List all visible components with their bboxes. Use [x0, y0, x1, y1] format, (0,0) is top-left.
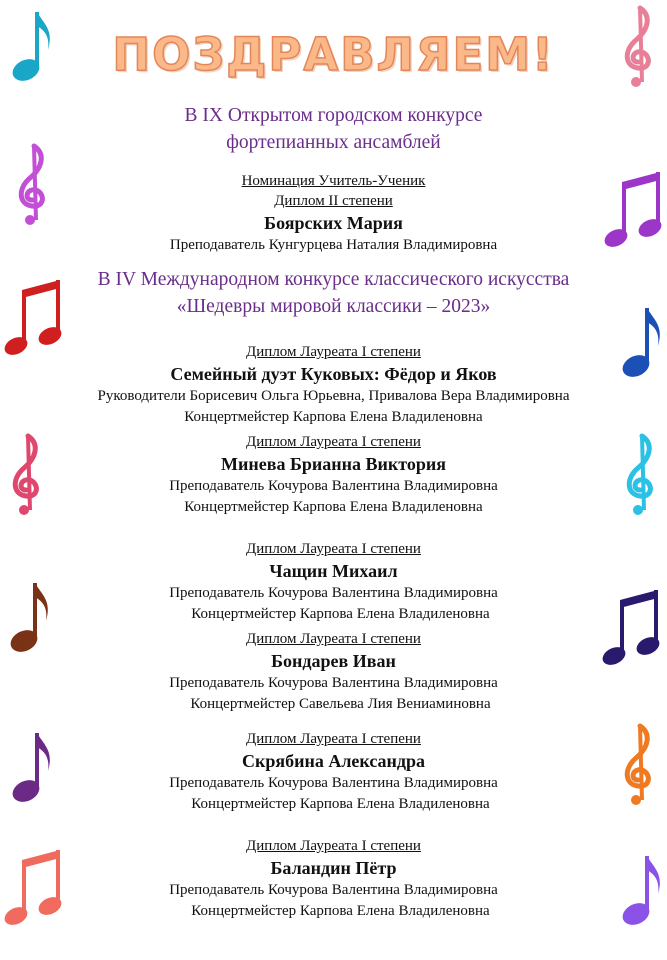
accompanist-line: Концертмейстер Карпова Елена Владиленовна — [191, 903, 490, 919]
teacher-line: Преподаватель Кочурова Валентина Владимировна — [169, 882, 498, 898]
winner-name: Чащин Михаил — [269, 561, 398, 581]
diploma-label: Диплом Лауреата I степени — [246, 731, 421, 747]
diploma-label: Диплом II степени — [274, 193, 393, 209]
winner-name: Скрябина Александра — [241, 751, 426, 771]
teacher-line: Преподаватель Кунгурцева Наталия Владимировна — [169, 237, 498, 253]
winner-name: Боярских Мария — [264, 213, 403, 233]
contest-heading-line: В IX Открытом городском конкурсе — [184, 105, 483, 126]
treble-clef-icon — [12, 142, 52, 228]
contest-heading-line: фортепианных ансамблей — [226, 132, 441, 153]
award-block — [60, 342, 607, 428]
teacher-line: Преподаватель Кочурова Валентина Владимировна — [169, 478, 498, 494]
teacher-line: Преподаватель Кочурова Валентина Владимировна — [169, 585, 498, 601]
treble-clef-icon — [620, 432, 660, 518]
page-title: ПОЗДРАВЛЯЕМ! — [112, 28, 555, 81]
teacher-line: Руководители Борисевич Ольга Юрьевна, Привалова Вера Владимировна — [97, 388, 570, 404]
beamed-notes-icon — [604, 168, 664, 250]
winner-name: Бондарев Иван — [271, 651, 396, 671]
treble-clef-icon — [618, 722, 658, 808]
eighth-note-icon — [620, 848, 664, 930]
diploma-label: Диплом Лауреата I степени — [246, 434, 421, 450]
accompanist-line: Концертмейстер Карпова Елена Владиленовна — [184, 409, 483, 425]
contest-1 — [60, 102, 607, 256]
diploma-label: Диплом Лауреата I степени — [246, 631, 421, 647]
accompanist-line: Концертмейстер Карпова Елена Владиленовна — [184, 499, 483, 515]
eighth-note-icon — [620, 300, 664, 382]
diploma-label: Диплом Лауреата I степени — [246, 838, 421, 854]
diploma-label: Диплом Лауреата I степени — [246, 541, 421, 557]
teacher-line: Преподаватель Кочурова Валентина Владимировна — [169, 675, 498, 691]
award-block — [60, 629, 607, 715]
teacher-line: Преподаватель Кочурова Валентина Владимировна — [169, 775, 498, 791]
contest-heading-line: В IV Международном конкурсе классического искусства — [97, 269, 570, 290]
accompanist-line: Концертмейстер Карпова Елена Владиленовна — [191, 606, 490, 622]
document-body — [60, 102, 607, 922]
beamed-notes-icon — [4, 276, 64, 358]
accompanist-line: Концертмейстер Савельева Лия Вениаминовна — [190, 696, 491, 712]
award-block — [60, 432, 607, 518]
nomination-label: Номинация Учитель-Ученик — [241, 173, 426, 189]
award-block — [60, 836, 607, 922]
contest-2 — [60, 266, 607, 922]
beamed-notes-icon — [4, 846, 64, 928]
award-block — [60, 539, 607, 625]
diploma-label: Диплом Лауреата I степени — [246, 344, 421, 360]
award-block — [60, 729, 607, 815]
winner-name: Баландин Пётр — [270, 858, 397, 878]
eighth-note-icon — [8, 576, 52, 656]
winner-name: Семейный дуэт Куковых: Фёдор и Яков — [170, 364, 497, 384]
eighth-note-icon — [10, 726, 54, 806]
treble-clef-icon — [6, 432, 46, 518]
winner-name: Минева Брианна Виктория — [221, 454, 446, 474]
beamed-notes-icon — [602, 586, 662, 668]
contest-heading-line: «Шедевры мировой классики – 2023» — [176, 296, 491, 317]
accompanist-line: Концертмейстер Карпова Елена Владиленовна — [191, 796, 490, 812]
